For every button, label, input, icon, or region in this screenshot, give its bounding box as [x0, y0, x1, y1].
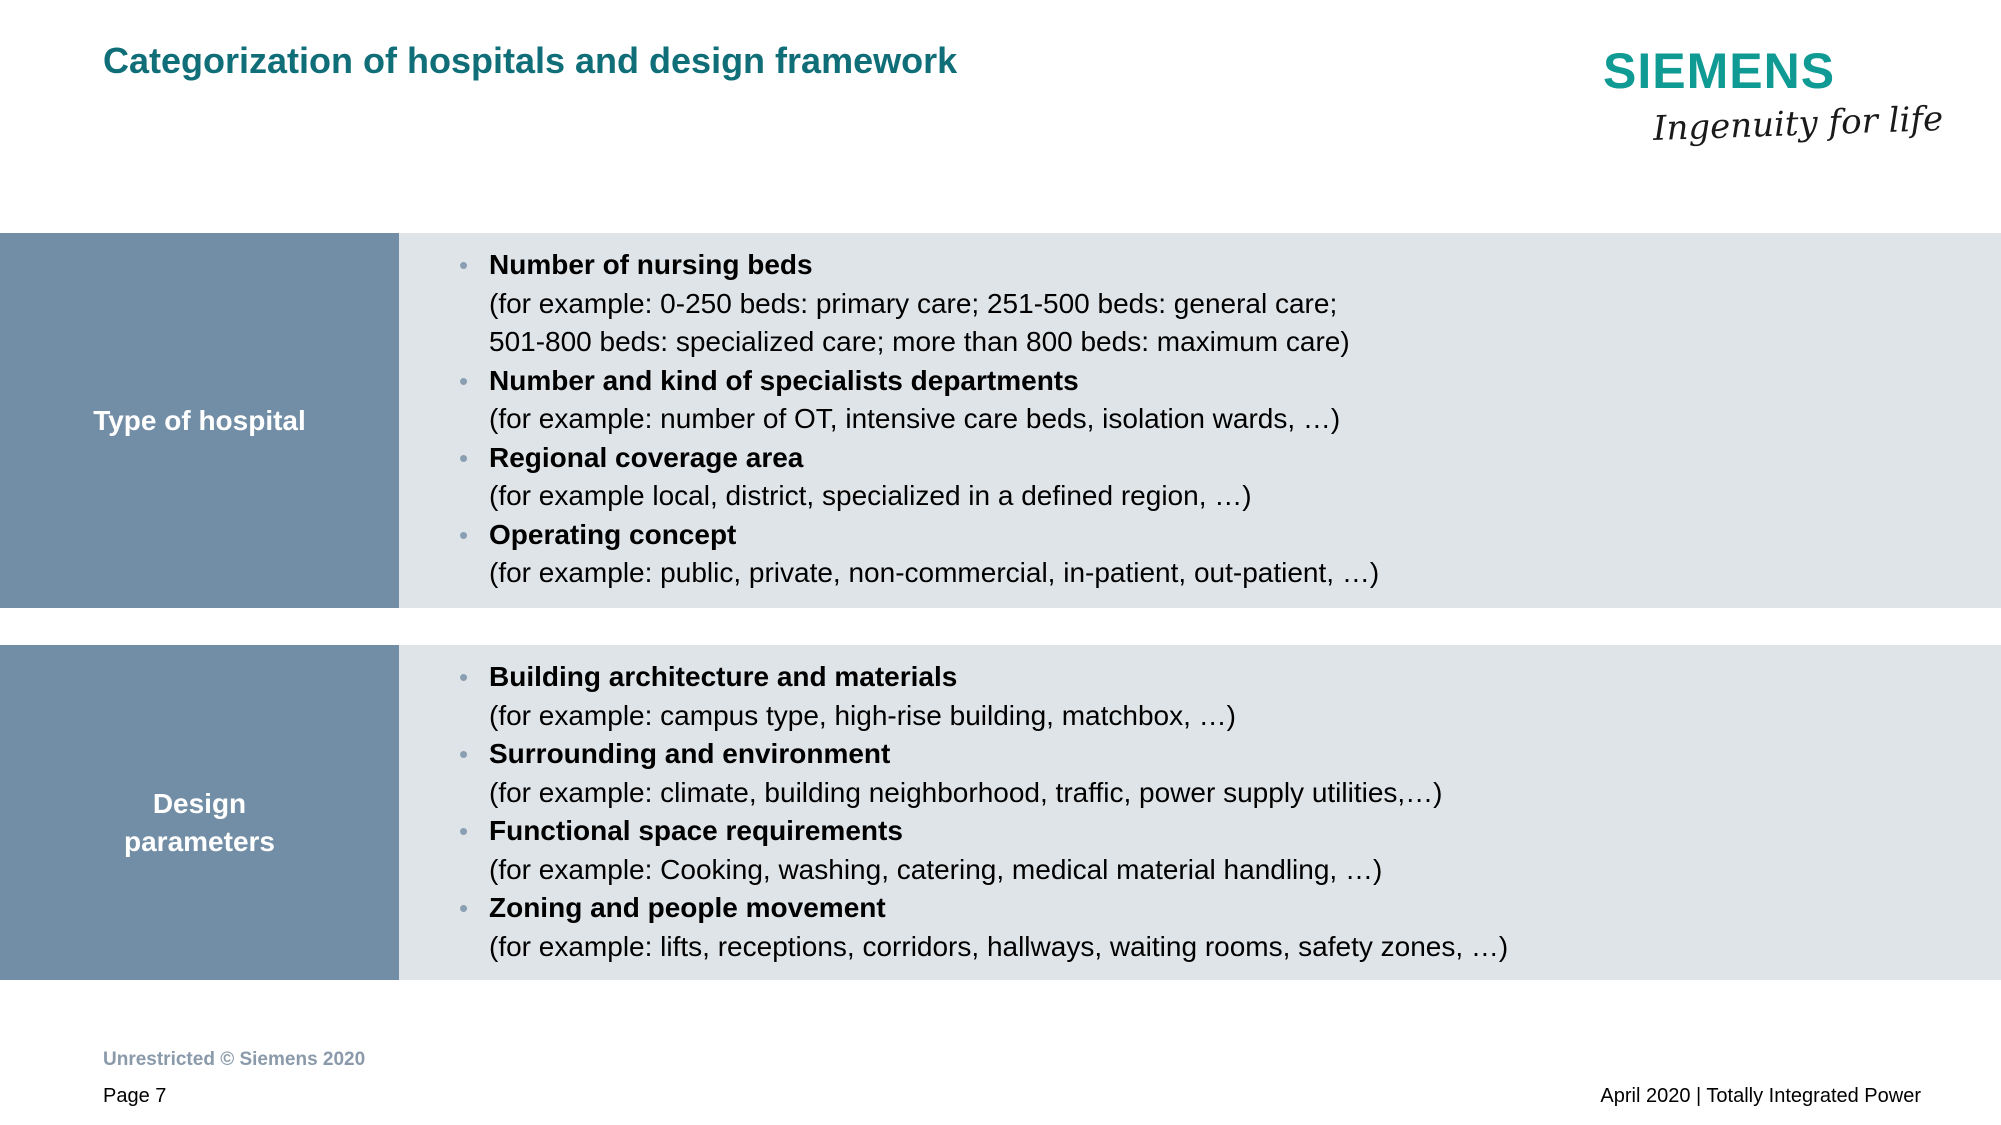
- item-title: Zoning and people movement: [489, 892, 886, 923]
- item-description: (for example: number of OT, intensive care beds, isolation wards, …): [489, 403, 1341, 434]
- criteria-list: [459, 246, 1981, 593]
- criteria-list: [459, 658, 1981, 966]
- page-number: Page 7: [103, 1085, 167, 1107]
- bullet-icon: •: [459, 893, 469, 923]
- item-description: 501-800 beds: specialized care; more than 800 beds: maximum care): [489, 326, 1350, 357]
- list-item: [459, 889, 1981, 966]
- item-description: (for example: public, private, non-commercial, in-patient, out-patient, …): [489, 557, 1380, 588]
- logo-wordmark: SIEMENS: [1603, 43, 1836, 99]
- list-item: [459, 735, 1981, 812]
- item-description: (for example: 0-250 beds: primary care; 251-500 beds: general care;: [489, 287, 1338, 319]
- bullet-icon: •: [459, 442, 469, 473]
- item-description: (for example: lifts, receptions, corridors, hallways, waiting rooms, safety zones, …): [489, 930, 1509, 962]
- list-item: [459, 516, 1981, 593]
- bullet-icon: •: [459, 365, 469, 396]
- bullet-icon: •: [459, 662, 469, 692]
- item-title: Functional space requirements: [489, 815, 903, 846]
- item-title: Number and kind of specialists departments: [489, 364, 1079, 396]
- footer-date-product: April 2020 | Totally Integrated Power: [1600, 1085, 1921, 1107]
- page-title: Categorization of hospitals and design framework: [103, 40, 958, 81]
- list-item: [459, 246, 1981, 362]
- classification-note: Unrestricted © Siemens 2020: [103, 1049, 366, 1070]
- list-item: [459, 362, 1981, 439]
- item-title: Operating concept: [489, 518, 737, 550]
- item-description: (for example: climate, building neighborhood, traffic, power supply utilities,…): [489, 776, 1443, 808]
- section-label: [0, 645, 399, 980]
- item-title: Building architecture and materials: [489, 661, 958, 692]
- item-title: Number of nursing beds: [489, 249, 813, 280]
- item-description: (for example local, district, specialized in a defined region, …): [489, 480, 1252, 511]
- bullet-icon: •: [459, 519, 469, 550]
- item-description: (for example: Cooking, washing, catering, medical material handling, …): [489, 853, 1383, 885]
- item-title: Surrounding and environment: [489, 738, 891, 769]
- bullet-icon: •: [459, 250, 469, 280]
- section-label-line: Type of hospital: [93, 404, 306, 436]
- section-type-of-hospital: [0, 233, 2001, 608]
- logo-tagline: Ingenuity for life: [1652, 98, 1944, 150]
- bullet-icon: •: [459, 739, 469, 769]
- siemens-logo: [1603, 43, 1944, 156]
- item-title: Regional coverage area: [489, 441, 804, 473]
- list-item: [459, 658, 1981, 735]
- list-item: [459, 812, 1981, 889]
- section-label-line: parameters: [124, 825, 275, 857]
- section-label-line: Design: [152, 787, 247, 819]
- section-design-parameters: [0, 645, 2001, 980]
- section-label: [0, 233, 399, 608]
- item-description: (for example: campus type, high-rise building, matchbox, …): [489, 699, 1236, 731]
- list-item: [459, 439, 1981, 516]
- bullet-icon: •: [459, 816, 469, 846]
